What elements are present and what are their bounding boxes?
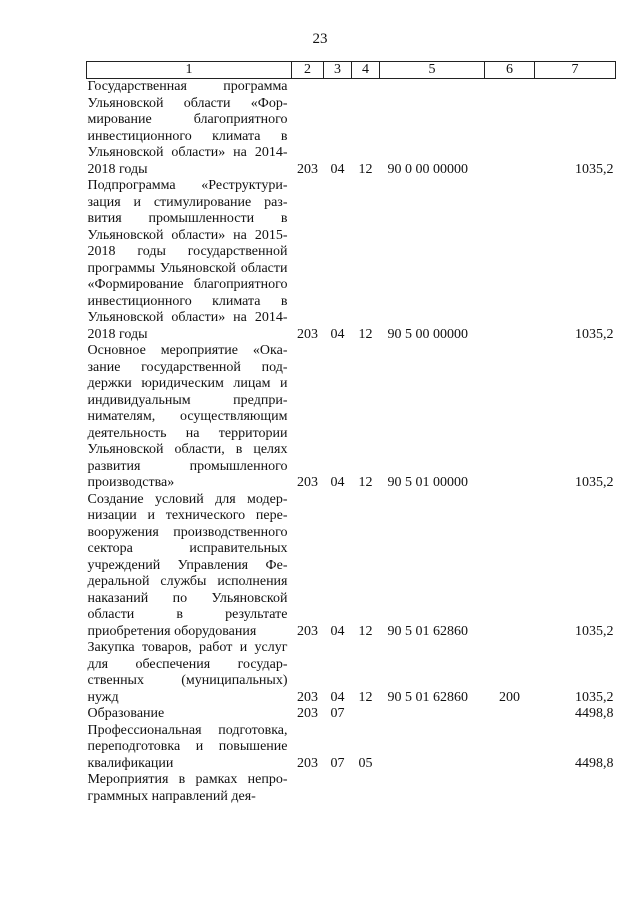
row-target: 90 5 00 00000	[387, 326, 468, 342]
row-subsection: 12	[358, 326, 373, 342]
row-target: 90 0 00 00000	[387, 161, 468, 177]
row-target: 90 5 01 62860	[387, 623, 468, 639]
row-name: Создание условий для модернизации и технического перевооружения производственного сектора исправительных учреждений Управления Федеральной службы исполнения наказаний по Ульяновской области в результате приобретения оборудования	[87, 491, 288, 639]
row-subsection: 12	[358, 475, 373, 490]
row-ministry: 203	[297, 161, 318, 177]
page-number: 23	[312, 31, 328, 47]
header-col-3: 3	[324, 62, 352, 79]
header-col-2: 2	[292, 62, 324, 79]
row-target	[380, 706, 485, 723]
row-target	[380, 772, 485, 805]
row-expense-type	[485, 178, 535, 343]
row-expense-type: 200	[499, 689, 520, 705]
table-row	[87, 772, 616, 805]
row-ministry: 203	[297, 475, 318, 490]
row-expense-type	[485, 79, 535, 179]
row-name: Подпрограмма «Реструктуризация и стимулирование развития промышленности в Ульяновской области» на 2015-2018 годы государственной программы Ульяновской области «Формирование благоприятного инвестиционного климата в Ульяновской области» на 2014-2018 годы	[87, 178, 288, 342]
row-name: Государственная программа Ульяновской области «Формирование благоприятного инвестиционного климата в Ульяновской области» на 2014-2018 годы	[87, 79, 288, 177]
row-subsection: 12	[358, 161, 373, 177]
row-name: Профессиональная подготовка, переподготовка и повышение квалификации	[87, 722, 288, 771]
row-target: 90 5 01 00000	[387, 475, 468, 490]
row-section: 04	[330, 161, 345, 177]
row-name: Основное мероприятие «Оказание государственной поддержки юридическим лицам и индивидуальным предпринимателям, осуществляющим деятельность на территории Ульяновской области, в целях развития промышленного производства»	[87, 343, 288, 490]
row-amount: 1035,2	[575, 161, 614, 177]
table-row	[87, 723, 616, 773]
header-col-5: 5	[380, 62, 485, 79]
row-subsection	[352, 772, 380, 805]
row-amount	[535, 772, 616, 805]
table-row	[87, 640, 616, 706]
row-target: 90 5 01 62860	[387, 689, 468, 705]
row-amount: 1035,2	[575, 326, 614, 342]
row-amount: 1035,2	[575, 475, 614, 490]
table-row	[87, 178, 616, 343]
row-section: 07	[330, 706, 345, 721]
header-col-6: 6	[485, 62, 535, 79]
row-target	[380, 723, 485, 773]
row-ministry: 203	[297, 755, 318, 771]
row-name: Мероприятия в рамках непрограммных направлений дея-	[87, 772, 288, 804]
table-header	[87, 62, 616, 79]
row-name: Образование	[87, 706, 165, 721]
row-amount: 1035,2	[575, 623, 614, 639]
row-subsection: 12	[358, 689, 373, 705]
row-ministry: 203	[297, 623, 318, 639]
row-ministry	[292, 772, 324, 805]
header-row	[87, 62, 616, 79]
row-amount: 1035,2	[575, 689, 614, 705]
row-ministry: 203	[297, 689, 318, 705]
row-expense-type	[485, 723, 535, 773]
row-section	[324, 772, 352, 805]
row-ministry: 203	[297, 326, 318, 342]
row-expense-type	[485, 706, 535, 723]
header-col-7: 7	[535, 62, 616, 79]
row-name: Закупка товаров, работ и услуг для обеспечения государственных (муниципальных) нужд	[87, 640, 288, 705]
row-section: 04	[330, 689, 345, 705]
row-section: 04	[330, 623, 345, 639]
row-ministry: 203	[297, 706, 318, 721]
row-section: 04	[330, 326, 345, 342]
row-expense-type	[485, 772, 535, 805]
table-row	[87, 343, 616, 492]
row-expense-type	[485, 343, 535, 492]
row-subsection: 12	[358, 623, 373, 639]
table-row	[87, 79, 616, 179]
row-expense-type	[485, 492, 535, 641]
table-body	[87, 79, 616, 806]
row-section: 04	[330, 475, 345, 490]
header-col-4: 4	[352, 62, 380, 79]
row-amount: 4498,8	[575, 755, 614, 771]
table-row	[87, 492, 616, 641]
budget-table	[86, 61, 616, 805]
row-subsection: 05	[358, 755, 373, 771]
header-col-1: 1	[87, 62, 292, 79]
table-row	[87, 706, 616, 723]
row-amount: 4498,8	[575, 706, 614, 721]
row-subsection	[352, 706, 380, 723]
row-section: 07	[330, 755, 345, 771]
